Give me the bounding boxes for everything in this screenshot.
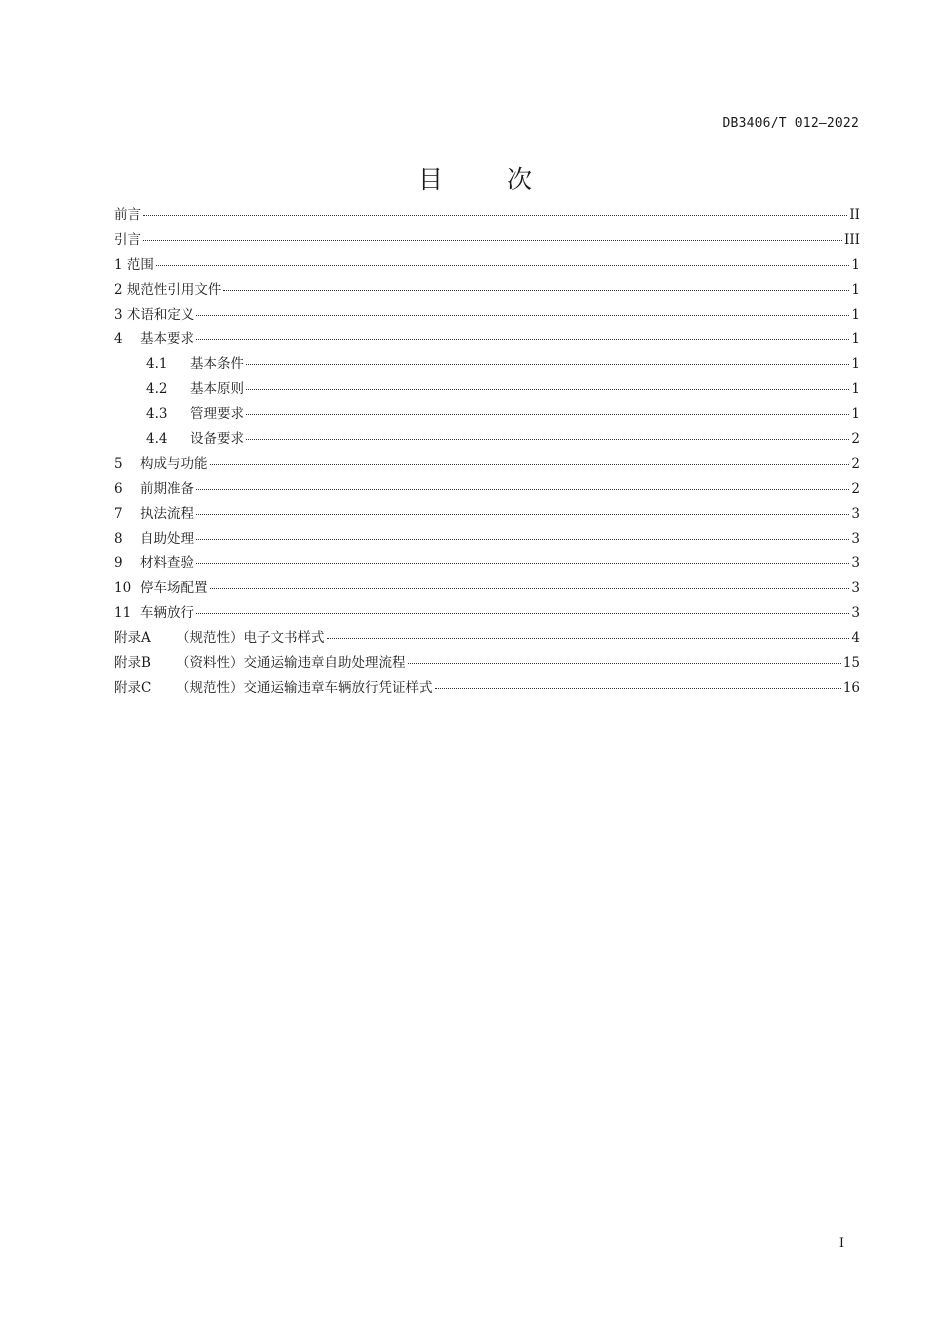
dot-leader [196,314,849,316]
dot-leader [196,488,849,490]
toc-entry-4[interactable] [114,327,860,352]
dot-leader [196,562,849,564]
toc-entry-label: 前期准备 [140,480,194,497]
toc-entry-label: （规范性）电子文书样式 [176,630,325,647]
toc-entry-appendix-a[interactable] [114,626,860,651]
toc-entry-label: 术语和定义 [126,306,195,323]
table-of-contents [114,203,860,701]
dot-leader [246,413,849,415]
toc-entry-number: 8 [114,530,123,547]
toc-entry-page: 2 [851,431,860,448]
dot-leader [246,388,849,390]
toc-entry-number: 附录A [114,630,151,647]
toc-entry-label: 构成与功能 [140,455,208,472]
toc-entry-appendix-b[interactable] [114,651,860,676]
toc-entry-label: （规范性）交通运输违章车辆放行凭证样式 [176,679,433,696]
dot-leader [210,463,850,465]
toc-entry-number: 附录B [114,655,151,672]
dot-leader [196,538,849,540]
dot-leader [143,239,842,241]
toc-entry-page: 16 [842,679,860,696]
toc-entry-label: 执法流程 [140,505,194,522]
dot-leader [196,338,849,340]
toc-entry-4-1[interactable] [114,352,860,377]
dot-leader [143,214,847,216]
toc-entry-number: 9 [114,555,123,572]
toc-entry-page: 3 [851,555,860,572]
toc-entry-3[interactable] [114,303,860,328]
dot-leader [246,363,849,365]
toc-entry-page: 1 [851,406,860,423]
toc-entry-label: （资料性）交通运输违章自助处理流程 [176,655,406,672]
toc-entry-page: 1 [851,356,860,373]
toc-entry-number: 2 [114,281,127,298]
toc-entry-number: 4 [114,331,123,348]
toc-entry-number: 4.3 [146,406,168,423]
toc-entry-page: III [844,231,860,248]
toc-entry-label: 停车场配置 [140,580,208,597]
toc-entry-number: 11 [114,605,132,622]
toc-entry-page: 3 [851,505,860,522]
page-number: I [838,1236,844,1251]
toc-entry-page: 1 [851,306,860,323]
toc-entry-label: 规范性引用文件 [126,281,222,298]
toc-entry-page: 3 [851,605,860,622]
toc-entry-number: 10 [114,580,132,597]
dot-leader [210,587,850,589]
toc-entry-1[interactable] [114,253,860,278]
dot-leader [435,687,841,689]
toc-entry-5[interactable] [114,452,860,477]
toc-entry-number: 4.1 [146,356,168,373]
toc-entry-foreword[interactable] [114,203,860,228]
toc-entry-4-3[interactable] [114,402,860,427]
dot-leader [408,662,841,664]
dot-leader [156,264,850,266]
toc-entry-page: 1 [851,381,860,398]
toc-entry-number: 3 [114,306,127,323]
toc-entry-10[interactable] [114,576,860,601]
toc-entry-7[interactable] [114,502,860,527]
toc-entry-4-4[interactable] [114,427,860,452]
toc-entry-label: 自助处理 [140,530,194,547]
toc-entry-number: 1 [114,256,127,273]
toc-entry-number: 7 [114,505,123,522]
toc-entry-page: 1 [851,256,860,273]
toc-entry-introduction[interactable] [114,228,860,253]
toc-entry-page: 3 [851,580,860,597]
toc-entry-page: 1 [851,281,860,298]
dot-leader [196,612,849,614]
toc-entry-page: 2 [851,480,860,497]
toc-entry-9[interactable] [114,551,860,576]
toc-entry-page: 4 [851,630,860,647]
toc-entry-label: 管理要求 [190,406,244,423]
toc-entry-number: 6 [114,480,123,497]
toc-entry-8[interactable] [114,527,860,552]
toc-entry-label: 前言 [114,207,141,223]
toc-entry-label: 引言 [114,231,141,248]
toc-entry-page: 2 [851,455,860,472]
dot-leader [196,513,849,515]
document-number: DB3406/T 012—2022 [722,116,859,131]
toc-entry-page: 3 [851,530,860,547]
toc-entry-number: 附录C [114,679,152,696]
dot-leader [223,289,849,291]
dot-leader [246,438,849,440]
toc-entry-label: 设备要求 [190,431,244,448]
toc-entry-page: 1 [851,331,860,348]
toc-entry-appendix-c[interactable] [114,676,860,701]
toc-entry-label: 范围 [126,256,154,273]
toc-entry-4-2[interactable] [114,377,860,402]
toc-entry-2[interactable] [114,278,860,303]
toc-entry-11[interactable] [114,601,860,626]
toc-entry-page: II [849,207,860,223]
toc-entry-number: 5 [114,455,123,472]
toc-entry-6[interactable] [114,477,860,502]
toc-entry-page: 15 [842,655,860,672]
toc-entry-label: 车辆放行 [140,605,194,622]
toc-entry-label: 基本条件 [190,356,244,373]
toc-entry-number: 4.2 [146,381,168,398]
dot-leader [327,637,850,639]
toc-entry-number: 4.4 [146,431,168,448]
toc-entry-label: 材料查验 [140,555,194,572]
toc-entry-label: 基本要求 [140,331,194,348]
page-title: 目 次 [418,165,560,194]
toc-entry-label: 基本原则 [190,381,244,398]
